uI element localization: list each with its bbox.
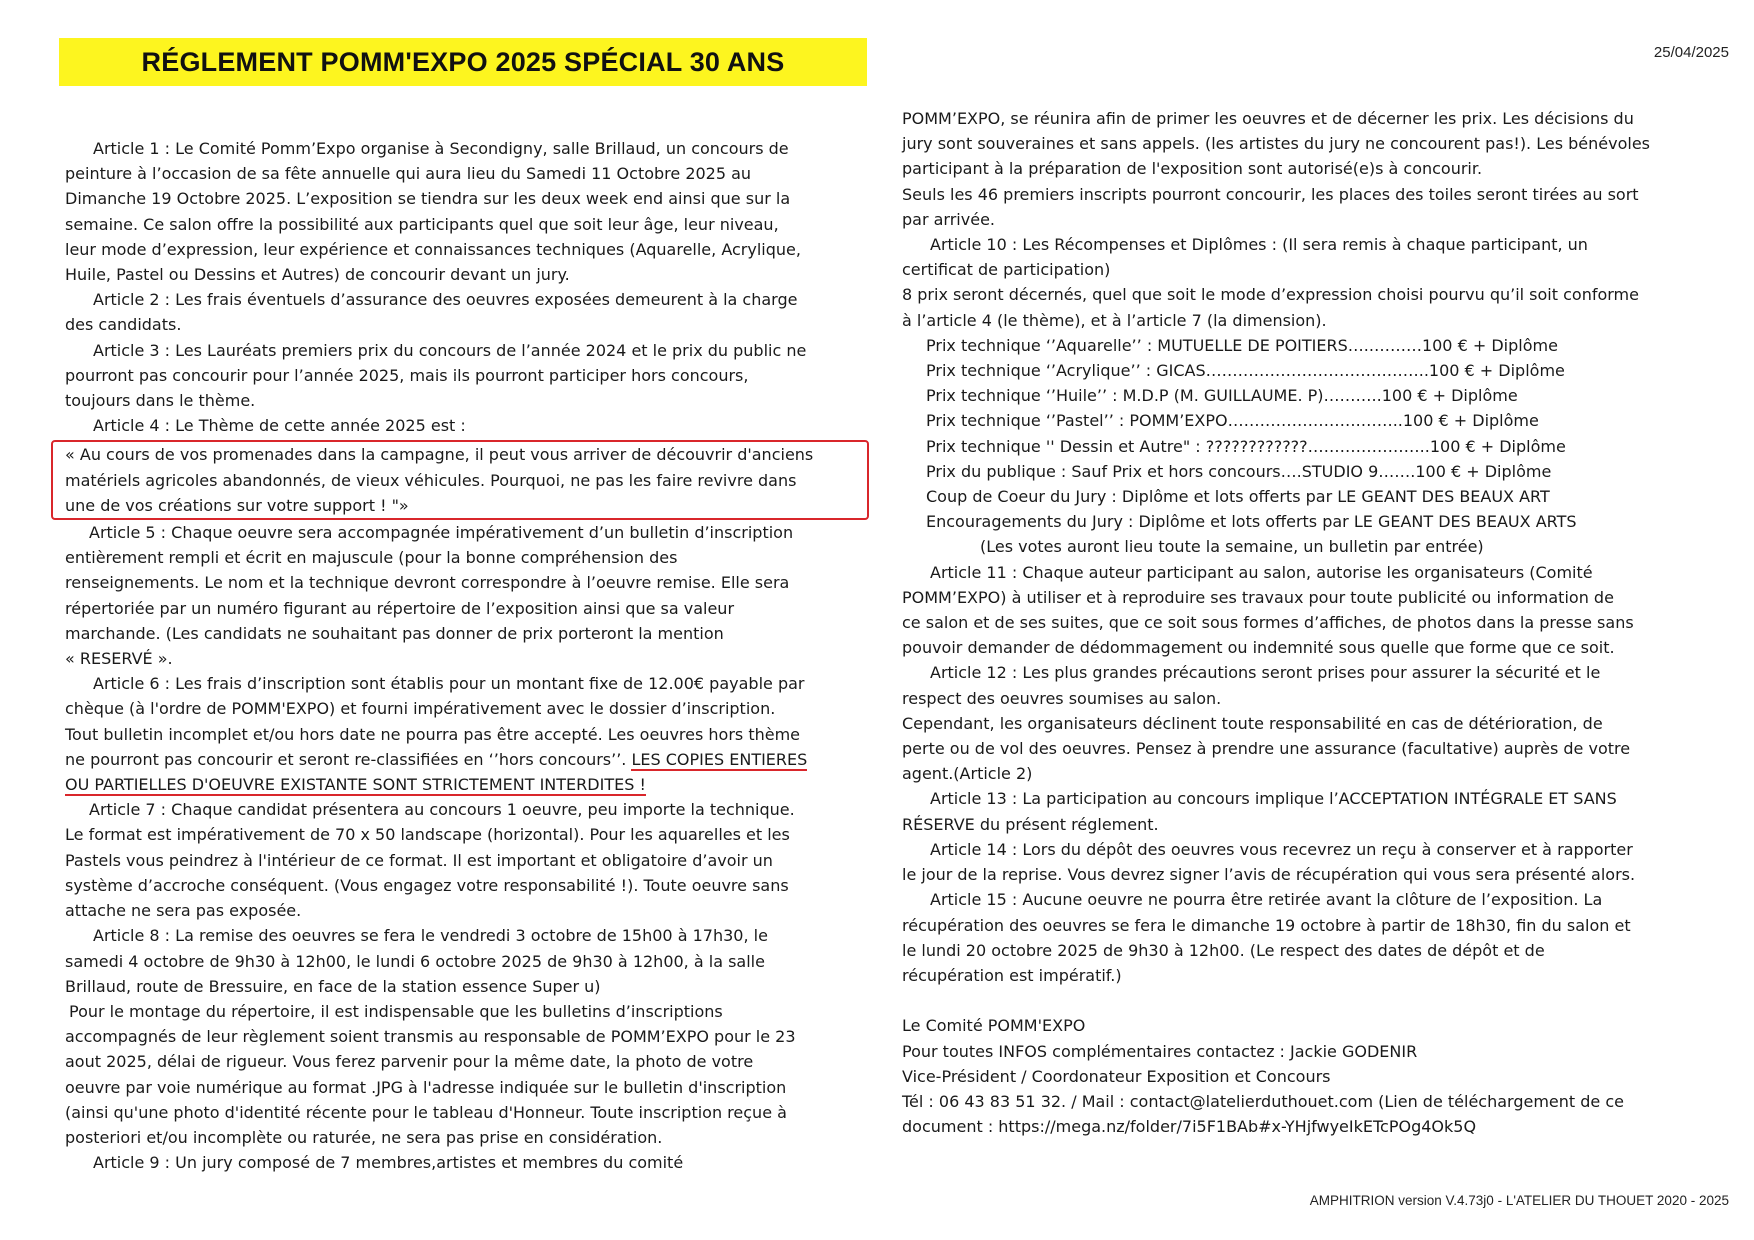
article-8-line: samedi 4 octobre de 9h30 à 12h00, le lundi 6 octobre 2025 de 9h30 à 12h00, à la salle xyxy=(65,951,765,971)
article-6-line: Tout bulletin incomplet et/ou hors date ne pourra pas être accepté. Les oeuvres hors thème xyxy=(65,724,801,744)
article-12-line: agent.(Article 2) xyxy=(902,764,1033,784)
article-8-line: posteriori et/ou incomplète ou raturée, ne sera pas prise en considération. xyxy=(65,1127,663,1147)
article-15-line: récupération des oeuvres se fera le dimanche 19 octobre à partir de 18h30, fin du salon et xyxy=(902,915,1631,935)
article-2-line: des candidats. xyxy=(65,315,182,335)
article-5-line: Article 5 : Chaque oeuvre sera accompagnée impérativement d’un bulletin d’inscription xyxy=(89,523,794,543)
theme-line: matériels agricoles abandonnés, de vieux véhicules. Pourquoi, ne pas les faire revivre dans xyxy=(65,470,797,490)
article-6-line: Article 6 : Les frais d’inscription sont établis pour un montant fixe de 12.00€ payable par xyxy=(93,674,805,694)
article-15-line: récupération est impératif.) xyxy=(902,965,1122,985)
article-11-line: ce salon et de ses suites, que ce soit sous formes d’affiches, de photos dans la presse sans xyxy=(902,613,1634,633)
footer-version: AMPHITRION version V.4.73j0 - L'ATELIER DU THOUET 2020 - 2025 xyxy=(1309,1193,1729,1208)
theme-line: une de vos créations sur votre support ! "» xyxy=(65,495,409,515)
article-1-line: semaine. Ce salon offre la possibilité aux participants quel que soit leur âge, leur niveau, xyxy=(65,214,779,234)
prize-item: Prix technique ‘’Aquarelle’’ : MUTUELLE DE POITIERS…..………100 € + Diplôme xyxy=(926,335,1558,355)
article-15-line: Article 15 : Aucune oeuvre ne pourra être retirée avant la clôture de l’exposition. La xyxy=(930,890,1603,910)
article-8-line: (ainsi qu'une photo d'identité récente pour le tableau d'Honneur. Toute inscription reçue à xyxy=(65,1102,787,1122)
prize-item: Coup de Coeur du Jury : Diplôme et lots offerts par LE GEANT DES BEAUX ART xyxy=(926,487,1550,507)
article-3-line: toujours dans le thème. xyxy=(65,391,256,411)
article-14-line: le jour de la reprise. Vous devrez signer l’avis de récupération qui vous sera présenté alors. xyxy=(902,865,1636,885)
prize-item: Encouragements du Jury : Diplôme et lots offerts par LE GEANT DES BEAUX ARTS xyxy=(926,512,1577,532)
article-7-line: Pastels vous peindrez à l'intérieur de ce format. Il est important et obligatoire d’avoir un xyxy=(65,850,773,870)
article-12-line: Article 12 : Les plus grandes précautions seront prises pour assurer la sécurité et le xyxy=(930,663,1601,683)
article-4-line: Article 4 : Le Thème de cette année 2025 est : xyxy=(93,416,466,436)
article-8-line: Article 8 : La remise des oeuvres se fera le vendredi 3 octobre de 15h00 à 17h30, le xyxy=(93,926,768,946)
article-1-line: Article 1 : Le Comité Pomm’Expo organise à Secondigny, salle Brillaud, un concours de xyxy=(93,139,789,158)
page-title: RÉGLEMENT POMM'EXPO 2025 SPÉCIAL 30 ANS xyxy=(141,46,785,77)
article-8-line: accompagnés de leur règlement soient transmis au responsable de POMM’EXPO pour le 23 xyxy=(65,1027,796,1047)
download-link: document : https://mega.nz/folder/7i5F1BAb#x-YHjfwyeIkETcPOg4Ok5Q xyxy=(902,1117,1477,1137)
copies-warning-underlined: OU PARTIELLES D'OEUVRE EXISTANTE SONT STRICTEMENT INTERDITES ! xyxy=(65,775,646,795)
article-5-line: marchande. (Les candidats ne souhaitant pas donner de prix porteront la mention xyxy=(65,623,724,643)
article-10-line: à l’article 4 (le thème), et à l’article 7 (la dimension). xyxy=(902,310,1327,330)
article-9-line: participant à la préparation de l'exposition sont autorisé(e)s à concourir. xyxy=(902,159,1483,179)
article-10-line: Article 10 : Les Récompenses et Diplômes : (Il sera remis à chaque participant, un xyxy=(930,235,1588,255)
article-12-line: Cependant, les organisateurs déclinent toute responsabilité en cas de détérioration, de xyxy=(902,713,1603,733)
article-3-line: pourront pas concourir pour l’année 2025, mais ils pourront participer hors concours, xyxy=(65,365,749,385)
article-9-line: POMM’EXPO, se réunira afin de primer les oeuvres et de décerner les prix. Les décisions du xyxy=(902,109,1634,128)
article-11-line: POMM’EXPO) à utiliser et à reproduire ses travaux pour toute publicité ou information de xyxy=(902,587,1614,607)
article-7-line: système d’accroche conséquent. (Vous engagez votre responsabilité !). Toute oeuvre sans xyxy=(65,875,789,895)
contact-line: Pour toutes INFOS complémentaires contactez : Jackie GODENIR xyxy=(902,1041,1418,1061)
article-12-line: perte ou de vol des oeuvres. Pensez à prendre une assurance (facultative) auprès de votre xyxy=(902,739,1631,759)
article-9-line: Seuls les 46 premiers inscripts pourront concourir, les places des toiles seront tirées au sort xyxy=(902,184,1639,204)
article-9-line: jury sont souveraines et sans appels. (les artistes du jury ne concourent pas!). Les bénévoles xyxy=(902,134,1650,154)
prize-item: Prix technique ‘’Huile’’ : M.D.P (M. GUILLAUME. P)………..100 € + Diplôme xyxy=(926,386,1518,406)
article-8-line: Brillaud, route de Bressuire, en face de la station essence Super u) xyxy=(65,976,601,996)
copies-warning-underlined: LES COPIES ENTIERES xyxy=(631,749,808,769)
article-5-line: renseignements. Le nom et la technique devront correspondre à l’oeuvre remise. Elle sera xyxy=(65,573,790,593)
article-1-line: Dimanche 19 Octobre 2025. L’exposition se tiendra sur les deux week end ainsi que sur la xyxy=(65,189,791,209)
left-column xyxy=(65,136,855,1175)
title-banner xyxy=(59,38,867,86)
article-5-line: « RESERVÉ ». xyxy=(65,649,173,669)
prize-item: Prix technique ‘’Acrylique’’ : GICAS…………………………….……..100 € + Diplôme xyxy=(926,361,1565,381)
article-5-line: entièrement rempli et écrit en majuscule (pour la bonne compréhension des xyxy=(65,548,678,568)
article-1-line: Huile, Pastel ou Dessins et Autres) de concourir devant un jury. xyxy=(65,265,570,285)
theme-line: « Au cours de vos promenades dans la campagne, il peut vous arriver de découvrir d'anciens xyxy=(65,445,814,465)
article-8-line: Pour le montage du répertoire, il est indispensable que les bulletins d’inscriptions xyxy=(69,1001,723,1021)
prize-item: Prix du publique : Sauf Prix et hors concours….STUDIO 9…….100 € + Diplôme xyxy=(926,461,1552,481)
committee-signature: Le Comité POMM'EXPO xyxy=(902,1016,1086,1036)
article-7-line: Article 7 : Chaque candidat présentera au concours 1 oeuvre, peu importe la technique. xyxy=(89,800,795,820)
article-13-line: Article 13 : La participation au concours implique l’ACCEPTATION INTÉGRALE ET SANS xyxy=(930,789,1617,809)
contact-role: Vice-Président / Coordonateur Exposition et Concours xyxy=(902,1066,1331,1086)
spacer xyxy=(902,988,1707,1013)
article-6-line xyxy=(65,772,855,797)
article-2-line: Article 2 : Les frais éventuels d’assurance des oeuvres exposées demeurent à la charge xyxy=(93,290,798,310)
article-7-line: attache ne sera pas exposée. xyxy=(65,901,302,921)
article-10-line: 8 prix seront décernés, quel que soit le mode d’expression choisi pourvu qu’il soit conforme xyxy=(902,285,1639,305)
prize-item: Prix technique ‘’Pastel’’ : POMM’EXPO…………………….……..100 € + Diplôme xyxy=(926,411,1539,431)
article-6-text: ne pourront pas concourir et seront re-classifiées en ‘’hors concours’’. xyxy=(65,749,627,769)
article-9-line: par arrivée. xyxy=(902,209,995,229)
article-14-line: Article 14 : Lors du dépôt des oeuvres vous recevrez un reçu à conserver et à rapporter xyxy=(930,839,1633,859)
article-5-line: répertoriée par un numéro figurant au répertoire de l’exposition ainsi que sa valeur xyxy=(65,598,735,618)
article-3-line: Article 3 : Les Lauréats premiers prix du concours de l’année 2024 et le prix du public ne xyxy=(93,340,807,360)
article-9-line: Article 9 : Un jury composé de 7 membres,artistes et membres du comité xyxy=(93,1153,684,1173)
article-11-line: Article 11 : Chaque auteur participant au salon, autorise les organisateurs (Comité xyxy=(930,562,1593,582)
right-column xyxy=(902,106,1707,1139)
contact-phone-mail: Tél : 06 43 83 51 32. / Mail : contact@latelierduthouet.com (Lien de téléchargement de ce xyxy=(902,1091,1624,1111)
article-10-line: certificat de participation) xyxy=(902,260,1111,280)
article-1-line: peinture à l’occasion de sa fête annuelle qui aura lieu du Samedi 11 Octobre 2025 au xyxy=(65,164,752,184)
votes-note: (Les votes auront lieu toute la semaine, un bulletin par entrée) xyxy=(980,537,1484,557)
article-1-line: leur mode d’expression, leur expérience et connaissances techniques (Aquarelle, Acrylique, xyxy=(65,239,801,259)
article-7-line: Le format est impérativement de 70 x 50 landscape (horizontal). Pour les aquarelles et les xyxy=(65,825,790,845)
article-6-line xyxy=(65,747,855,772)
theme-highlight-box xyxy=(51,440,869,520)
prize-item: Prix technique '' Dessin et Autre" : ????????????…………………..100 € + Diplôme xyxy=(926,436,1566,456)
article-12-line: respect des oeuvres soumises au salon. xyxy=(902,688,1222,708)
article-11-line: pouvoir demander de dédommagement ou indemnité sous quelle que forme que ce soit. xyxy=(902,638,1615,658)
article-13-line: RÉSERVE du présent réglement. xyxy=(902,814,1159,834)
article-15-line: le lundi 20 octobre 2025 de 9h30 à 12h00. (Le respect des dates de dépôt et de xyxy=(902,940,1545,960)
article-8-line: aout 2025, délai de rigueur. Vous ferez parvenir pour la même date, la photo de votre xyxy=(65,1052,754,1072)
article-8-line: oeuvre par voie numérique au format .JPG à l'adresse indiquée sur le bulletin d'inscription xyxy=(65,1077,787,1097)
document-date: 25/04/2025 xyxy=(1653,44,1729,61)
article-6-line: chèque (à l'ordre de POMM'EXPO) et fourni impérativement avec le dossier d’inscription. xyxy=(65,699,776,719)
